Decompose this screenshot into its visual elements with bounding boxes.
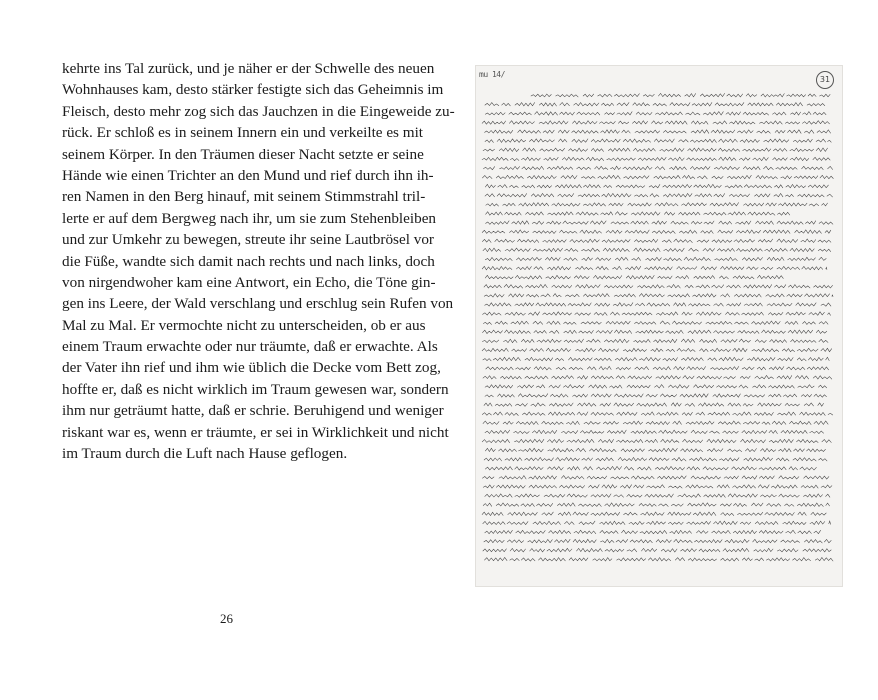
handwriting-stroke [482,339,828,343]
manuscript-folio-number: 31 [816,71,834,89]
text-line: ihm nur geträumt hatte, daß er schrie. Beruhigend und weniger [62,402,444,420]
text-line: hoffte er, daß es nicht wirklich im Traum gewesen war, sondern [62,380,449,398]
handwriting-stroke [483,521,831,525]
handwriting-stroke [484,285,833,289]
handwriting-stroke [485,184,828,188]
handwriting-stroke [486,203,828,207]
handwriting-stroke [485,448,825,452]
text-line: gen ins Leere, der Wald verschlang und erschlug sein Rufen von [62,295,454,313]
handwriting-stroke [485,394,827,398]
handwriting-stroke [482,266,827,270]
handwriting-stroke [486,366,829,370]
handwriting-stroke [482,175,833,179]
handwriting-stroke [485,494,830,498]
handwriting-stroke [485,530,821,534]
handwriting-stroke [483,148,827,152]
handwriting-stroke [482,412,832,416]
handwriting-stroke [483,166,832,170]
handwriting-stroke [482,476,829,480]
handwriting-stroke [484,403,824,407]
handwriting-stroke [485,257,826,261]
text-line: Hände wie einen Trichter an den Mund und rief durch ihn ih- [62,166,434,184]
handwriting-stroke [483,357,829,361]
text-line: einem Traum erwachte oder nur träumte, daß er erwachte. Als [62,338,438,356]
text-line: seinem Körper. In den Träumen dieser Nacht setzte er seine [62,145,424,163]
handwriting-stroke [485,467,816,471]
text-line: im Traum durch die Luft nach Hause geflogen. [62,445,348,463]
handwriting-stroke [485,112,826,116]
handwriting-stroke [482,439,831,443]
handwriting-stroke [486,212,790,216]
handwriting-stroke [484,457,827,461]
handwriting-stroke [485,558,834,562]
handwriting-stroke [483,485,832,489]
text-line: Fleisch, desto mehr zog sich das Jauchzen in die Eingeweide zu- [62,102,455,120]
handwriting-stroke [483,421,828,425]
handwriting-stroke [484,539,831,543]
handwriting-stroke [483,376,832,380]
body-text [62,58,455,464]
handwriting-stroke [483,548,831,552]
handwriting-stroke [483,321,828,325]
handwriting-stroke [531,93,830,97]
text-line: ren Namen in den Berg hinauf, mit seinem Stimmstrahl tril- [62,188,426,206]
handwriting-stroke [483,503,829,507]
handwriting-stroke [485,385,827,389]
handwriting-stroke [485,130,831,134]
handwriting-stroke [485,194,833,198]
handwriting-stroke [486,221,833,225]
text-line: Mal zu Mal. Er vermochte nicht zu unterscheiden, ob er aus [62,316,426,334]
handwriting-stroke [482,230,831,234]
text-line: lerte er auf dem Bergweg nach ihr, um sie zum Stehenbleiben [62,209,437,227]
handwriting-stroke [482,157,830,161]
handwriting-stroke [482,239,831,243]
handwriting-stroke [485,139,831,143]
text-line: kehrte ins Tal zurück, und je näher er der Schwelle des neuen [62,60,435,77]
handwriting-stroke [485,303,831,307]
handwriting-stroke [483,312,831,316]
manuscript-facsimile [476,66,842,586]
handwriting-stroke [483,330,827,334]
text-line: rück. Er schloß es in seinem Innern ein und verkeilte es mit [62,124,424,142]
page-number: 26 [220,611,233,626]
handwriting-stroke [485,275,783,279]
text-line: riskant war es, wenn er träumte, er sei in Wirklichkeit und nicht [62,423,449,441]
handwriting-stroke [485,430,824,434]
handwriting-stroke [485,103,825,107]
handwriting-stroke [483,248,831,252]
manuscript-corner-label: mu 14/ [479,70,505,79]
handwriting-stroke [484,294,833,298]
handwriting-stroke [482,512,826,516]
text-line: und zur Umkehr zu bewegen, streute ihr seine Lautbrösel vor [62,231,434,249]
text-line: Wohnhauses kam, desto stärker festigte sich das Geheimnis im [62,81,444,99]
handwriting-stroke [482,121,829,125]
handwriting-stroke [482,348,832,352]
text-line: von nirgendwoher kam eine Antwort, ein Echo, die Töne gin- [62,273,436,291]
text-line: die Füße, wandte sich damit nach rechts und nach links, doch [62,252,435,270]
text-line: der Vater ihn rief und ihm wie üblich die Decke vom Bett zog, [62,359,441,377]
handwriting-lines [476,66,842,586]
